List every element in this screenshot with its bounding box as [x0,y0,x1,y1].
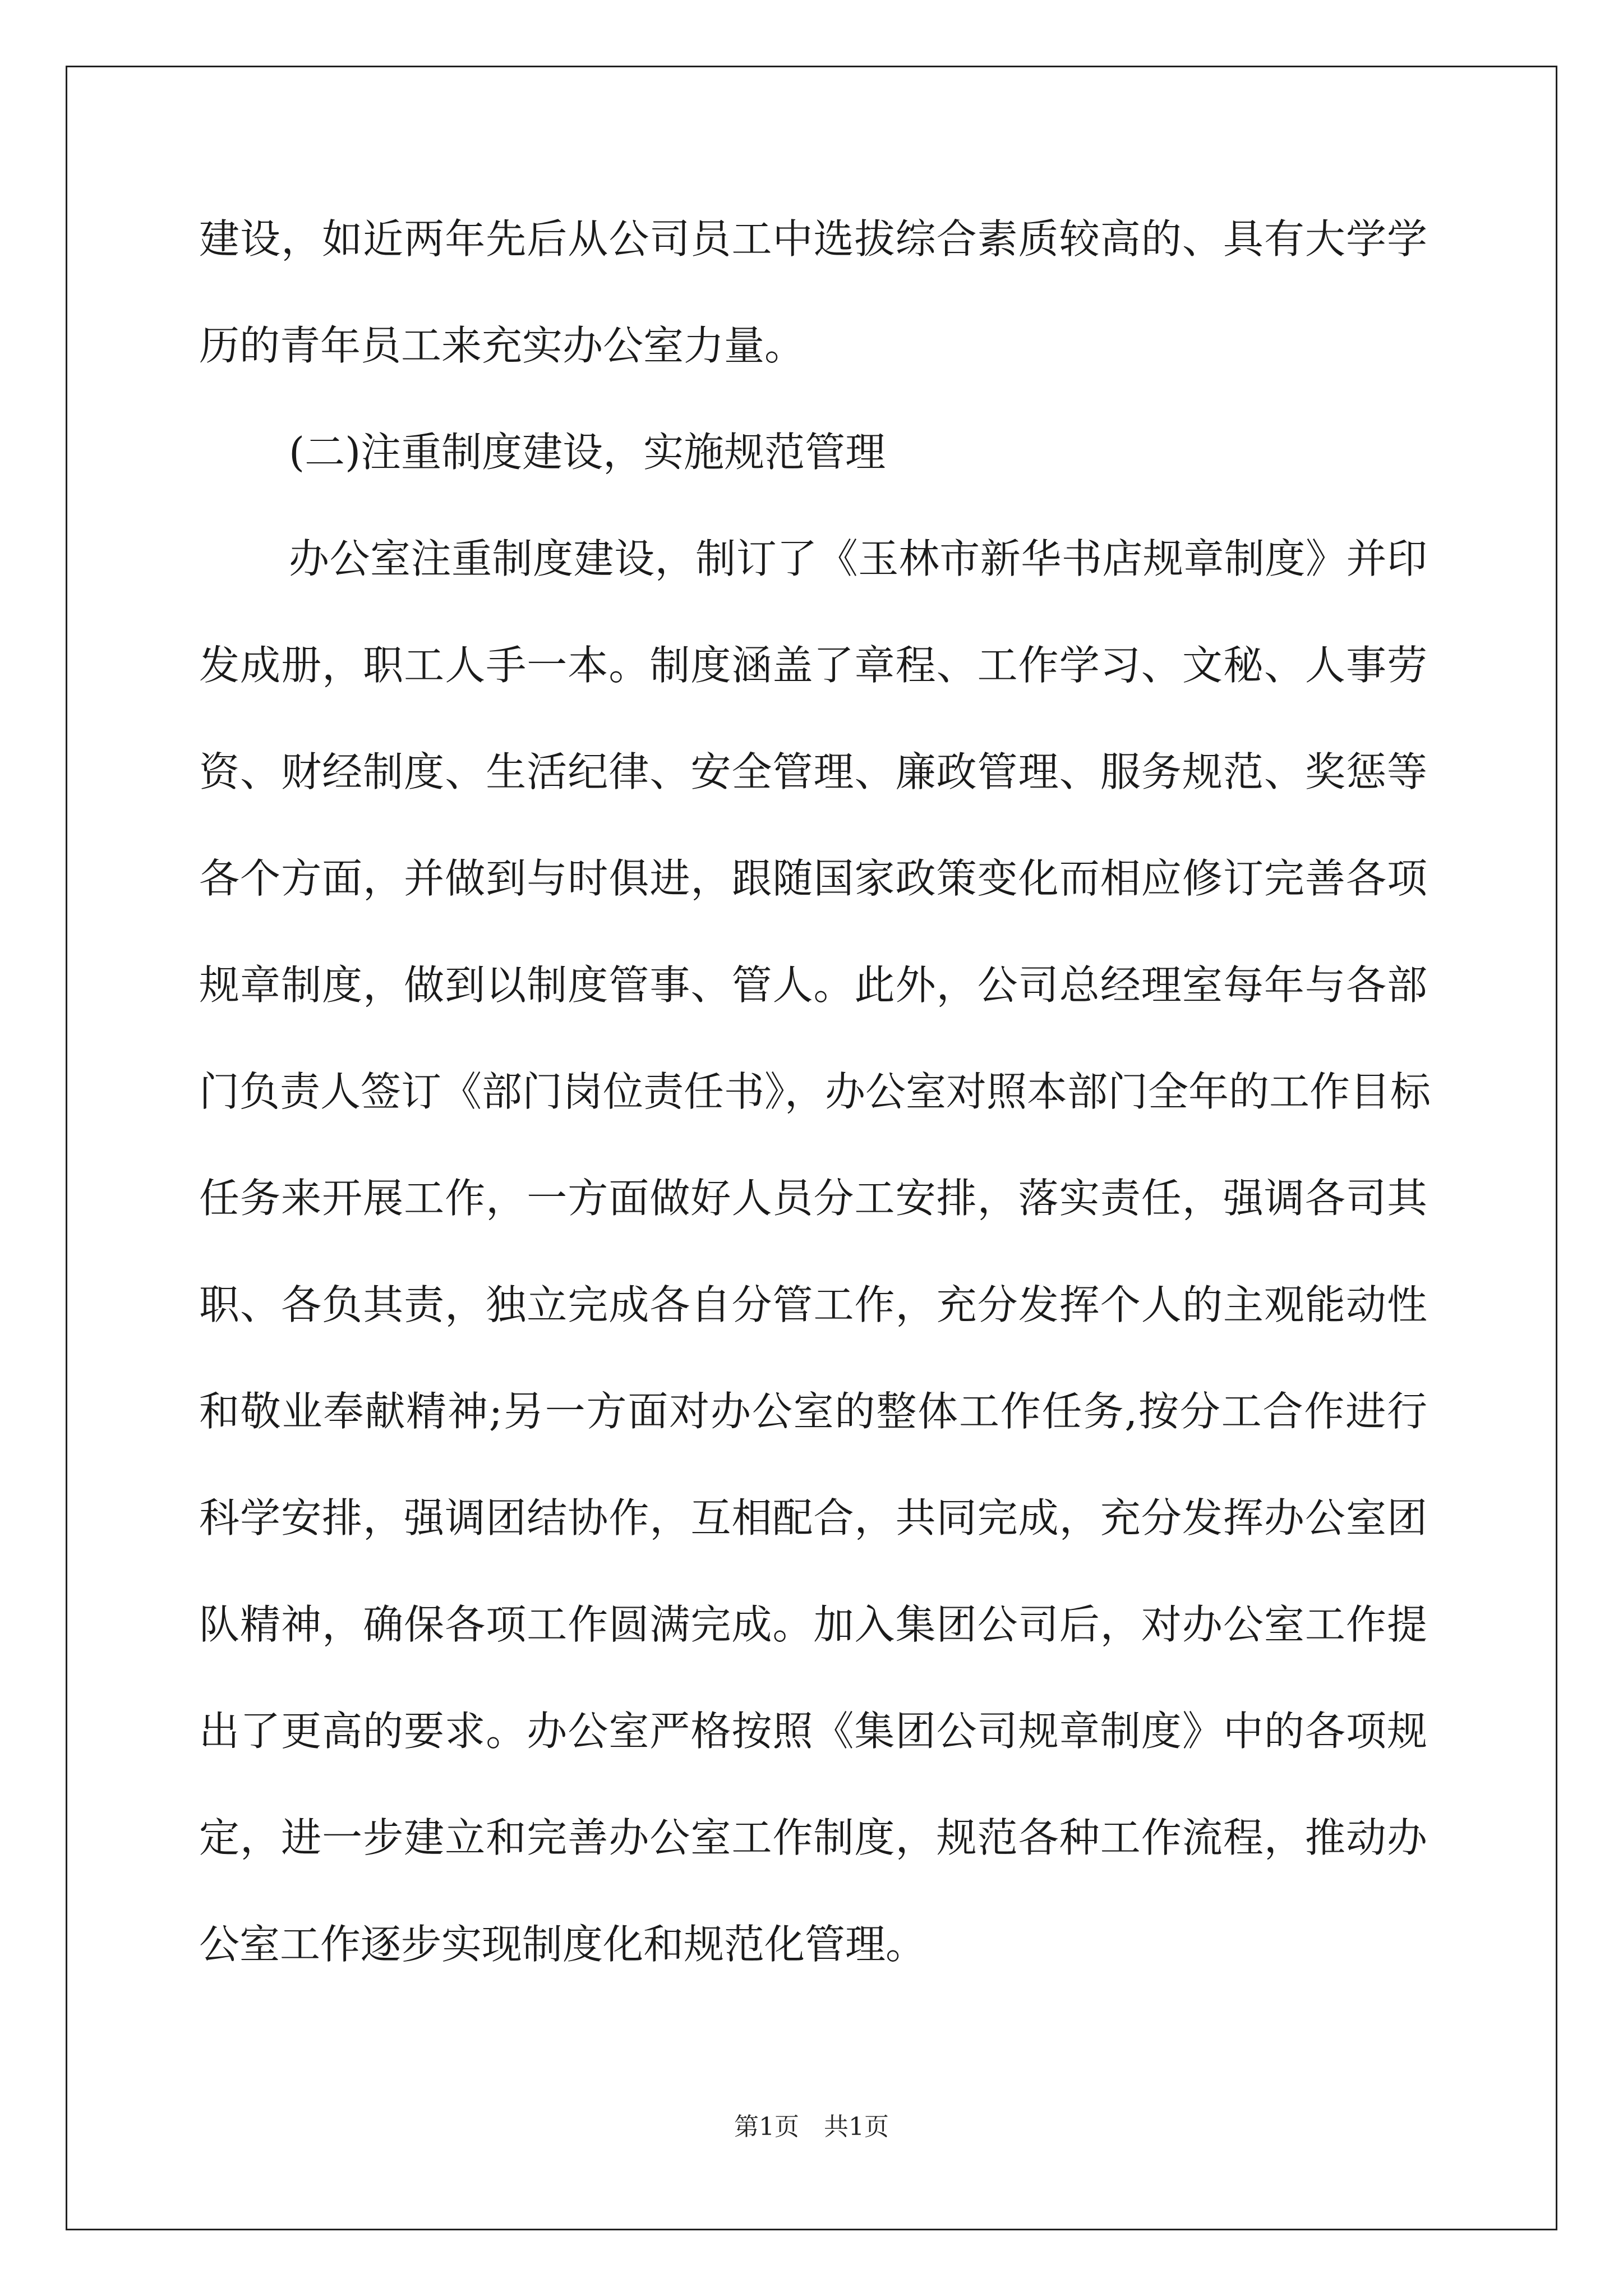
paragraph-line: 科学安排，强调团结协作，互相配合，共同完成，充分发挥办公室团 [199,1494,1427,1542]
paragraph-line: 规章制度，做到以制度管事、管人。此外，公司总经理室每年与各部 [199,961,1427,1009]
paragraph-line: 出了更高的要求。办公室严格按照《集团公司规章制度》中的各项规 [199,1708,1427,1755]
paragraph-line: 队精神，确保各项工作圆满完成。加入集团公司后，对办公室工作提 [199,1601,1427,1648]
paragraph-line: 门负责人签订《部门岗位责任书》，办公室对照本部门全年的工作目标 [199,1068,1431,1115]
paragraph-line: 公室工作逐步实现制度化和规范化管理。 [199,1921,926,1968]
paragraph-line: 建设，如近两年先后从公司员工中选拔综合素质较高的、具有大学学 [199,215,1427,263]
paragraph-line: 定，进一步建立和完善办公室工作制度，规范各种工作流程，推动办 [199,1814,1427,1861]
page-border [66,66,1557,2230]
paragraph-line: 各个方面，并做到与时俱进，跟随国家政策变化而相应修订完善各项 [199,855,1427,902]
paragraph-line: 历的青年员工来充实办公室力量。 [199,322,805,369]
paragraph-line: 任务来开展工作，一方面做好人员分工安排，落实责任，强调各司其 [199,1175,1427,1222]
page-footer: 第1页 共1页 [734,2113,889,2141]
paragraph-line: 资、财经制度、生活纪律、安全管理、廉政管理、服务规范、奖惩等 [199,748,1427,795]
section-heading: (二)注重制度建设，实施规范管理 [289,429,886,476]
paragraph-line: 职、各负其责，独立完成各自分管工作，充分发挥个人的主观能动性 [199,1281,1427,1328]
paragraph-line: 办公室注重制度建设，制订了《玉林市新华书店规章制度》并印 [289,535,1427,582]
paragraph-line: 和敬业奉献精神;另一方面对办公室的整体工作任务,按分工合作进行 [199,1388,1427,1435]
paragraph-line: 发成册，职工人手一本。制度涵盖了章程、工作学习、文秘、人事劳 [199,642,1427,689]
